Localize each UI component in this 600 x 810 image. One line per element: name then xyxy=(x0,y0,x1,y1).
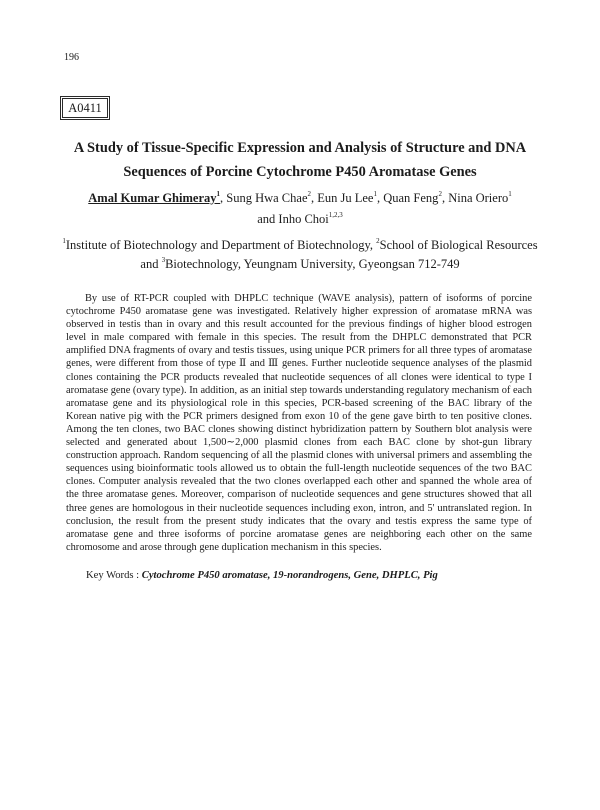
author-superscript: 1 xyxy=(508,190,512,198)
abstract-body: By use of RT-PCR coupled with DHPLC technique (WAVE analysis), pattern of isoforms of porcine cytochrome P450 aromatase gene was investigated. Relatively higher expression of aromatase mRNA was observed in testis than in ovary and this result accounted for the previous findings of higher blood estrogen level in male compared with female in this species. The result from the DHPLC demonstrated that PCR amplified DNA fragments of ovary and testis tissues, using unique PCR primers for all three types of aromatase genes, were different from those of type Ⅱ and Ⅲ genes. Further nucleotide sequence analyses of the plasmid clones containing the PCR products revealed that nucleotide sequences of all clones were identical to type I aromatase gene (ovary type). In addition, as an initial step towards understanding regulatory mechanism of each aromatase gene and its physiological role in this species, PCR-based screening of the BAC library of the Korean native pig with the PCR primers designed from exon 10 of the gene gave birth to ten positive clones. Among the ten clones, two BAC clones showing distinct hybridization pattern by Southern blot analysis were selected and generated about 1,500∼2,000 plasmid clones from each BAC clone by shot-gun library construction approach. Random sequencing of all the plasmid clones with universal primers and assembling the sequences using bioinformatic tools allowed us to obtain the full-length nucleotide sequences of the two BAC clones. Computer analysis revealed that the two clones overlapped each other and spanned the whole area of the three aromatase genes. Moreover, comparison of nucleotide sequences and gene structures showed that all three genes are homologous in their nucleotide sequences including exon, intron, and 5' untranslated region. In conclusion, the result from the present study indicates that the ovary and testis express the same type of aromatase gene and three isoforms of porcine aromatase genes are neighboring each other on the same chromosome and arose through gene duplication mechanism in this species. xyxy=(66,293,533,553)
keywords xyxy=(86,570,438,581)
author-superscript: 1 xyxy=(216,190,220,198)
author-name: Nina Oriero$^1$ xyxy=(448,190,512,205)
keywords-label: Key Words : xyxy=(86,570,142,581)
title-line-1: A Study of Tissue-Specific Expression and Analysis of Structure and DNA xyxy=(73,140,527,156)
affiliation-line-2: and $^3$Biotechnology, Yeungnam University, Gyeongsan 712-749 xyxy=(140,256,460,271)
keywords-list: Cytochrome P450 aromatase, 19-norandrogens, Gene, DHPLC, Pig xyxy=(141,570,438,581)
roman-numeral-3: Ⅲ xyxy=(268,358,279,370)
author-line-1: Amal Kumar Ghimeray$^1$, Sung Hwa Chae$^2$, Eun Ju Lee$^1$, Quan Feng$^2$, Nina Oriero$^1$ xyxy=(88,190,512,205)
author-name: Sung Hwa Chae$^2$ xyxy=(226,190,311,205)
author-name: Amal Kumar Ghimeray$^1$ xyxy=(88,190,220,205)
author-name: Quan Feng$^2$ xyxy=(383,190,442,205)
author-name: Eun Ju Lee$^1$ xyxy=(317,190,377,205)
author-line-2: and Inho Choi$^{1,2,3}$ xyxy=(257,211,343,226)
affiliations xyxy=(40,236,560,274)
roman-numeral-2: Ⅱ xyxy=(239,358,247,370)
paper-title xyxy=(40,136,560,184)
title-line-2: Sequences of Porcine Cytochrome P450 Aromatase Genes xyxy=(123,164,477,180)
author-superscript: 1 xyxy=(373,190,377,198)
page-number: 196 xyxy=(64,52,79,63)
author-superscript: 2 xyxy=(307,190,311,198)
author-superscript: 1,2,3 xyxy=(328,211,343,219)
author-name: Inho Choi$^{1,2,3}$ xyxy=(278,211,343,226)
author-superscript: 2 xyxy=(438,190,442,198)
author-list xyxy=(40,188,560,230)
abstract-id-box: A0411 xyxy=(62,98,108,118)
affiliation-line-1: $^1$Institute of Biotechnology and Department of Biotechnology, $^2$School of Biological Resources xyxy=(62,237,538,252)
